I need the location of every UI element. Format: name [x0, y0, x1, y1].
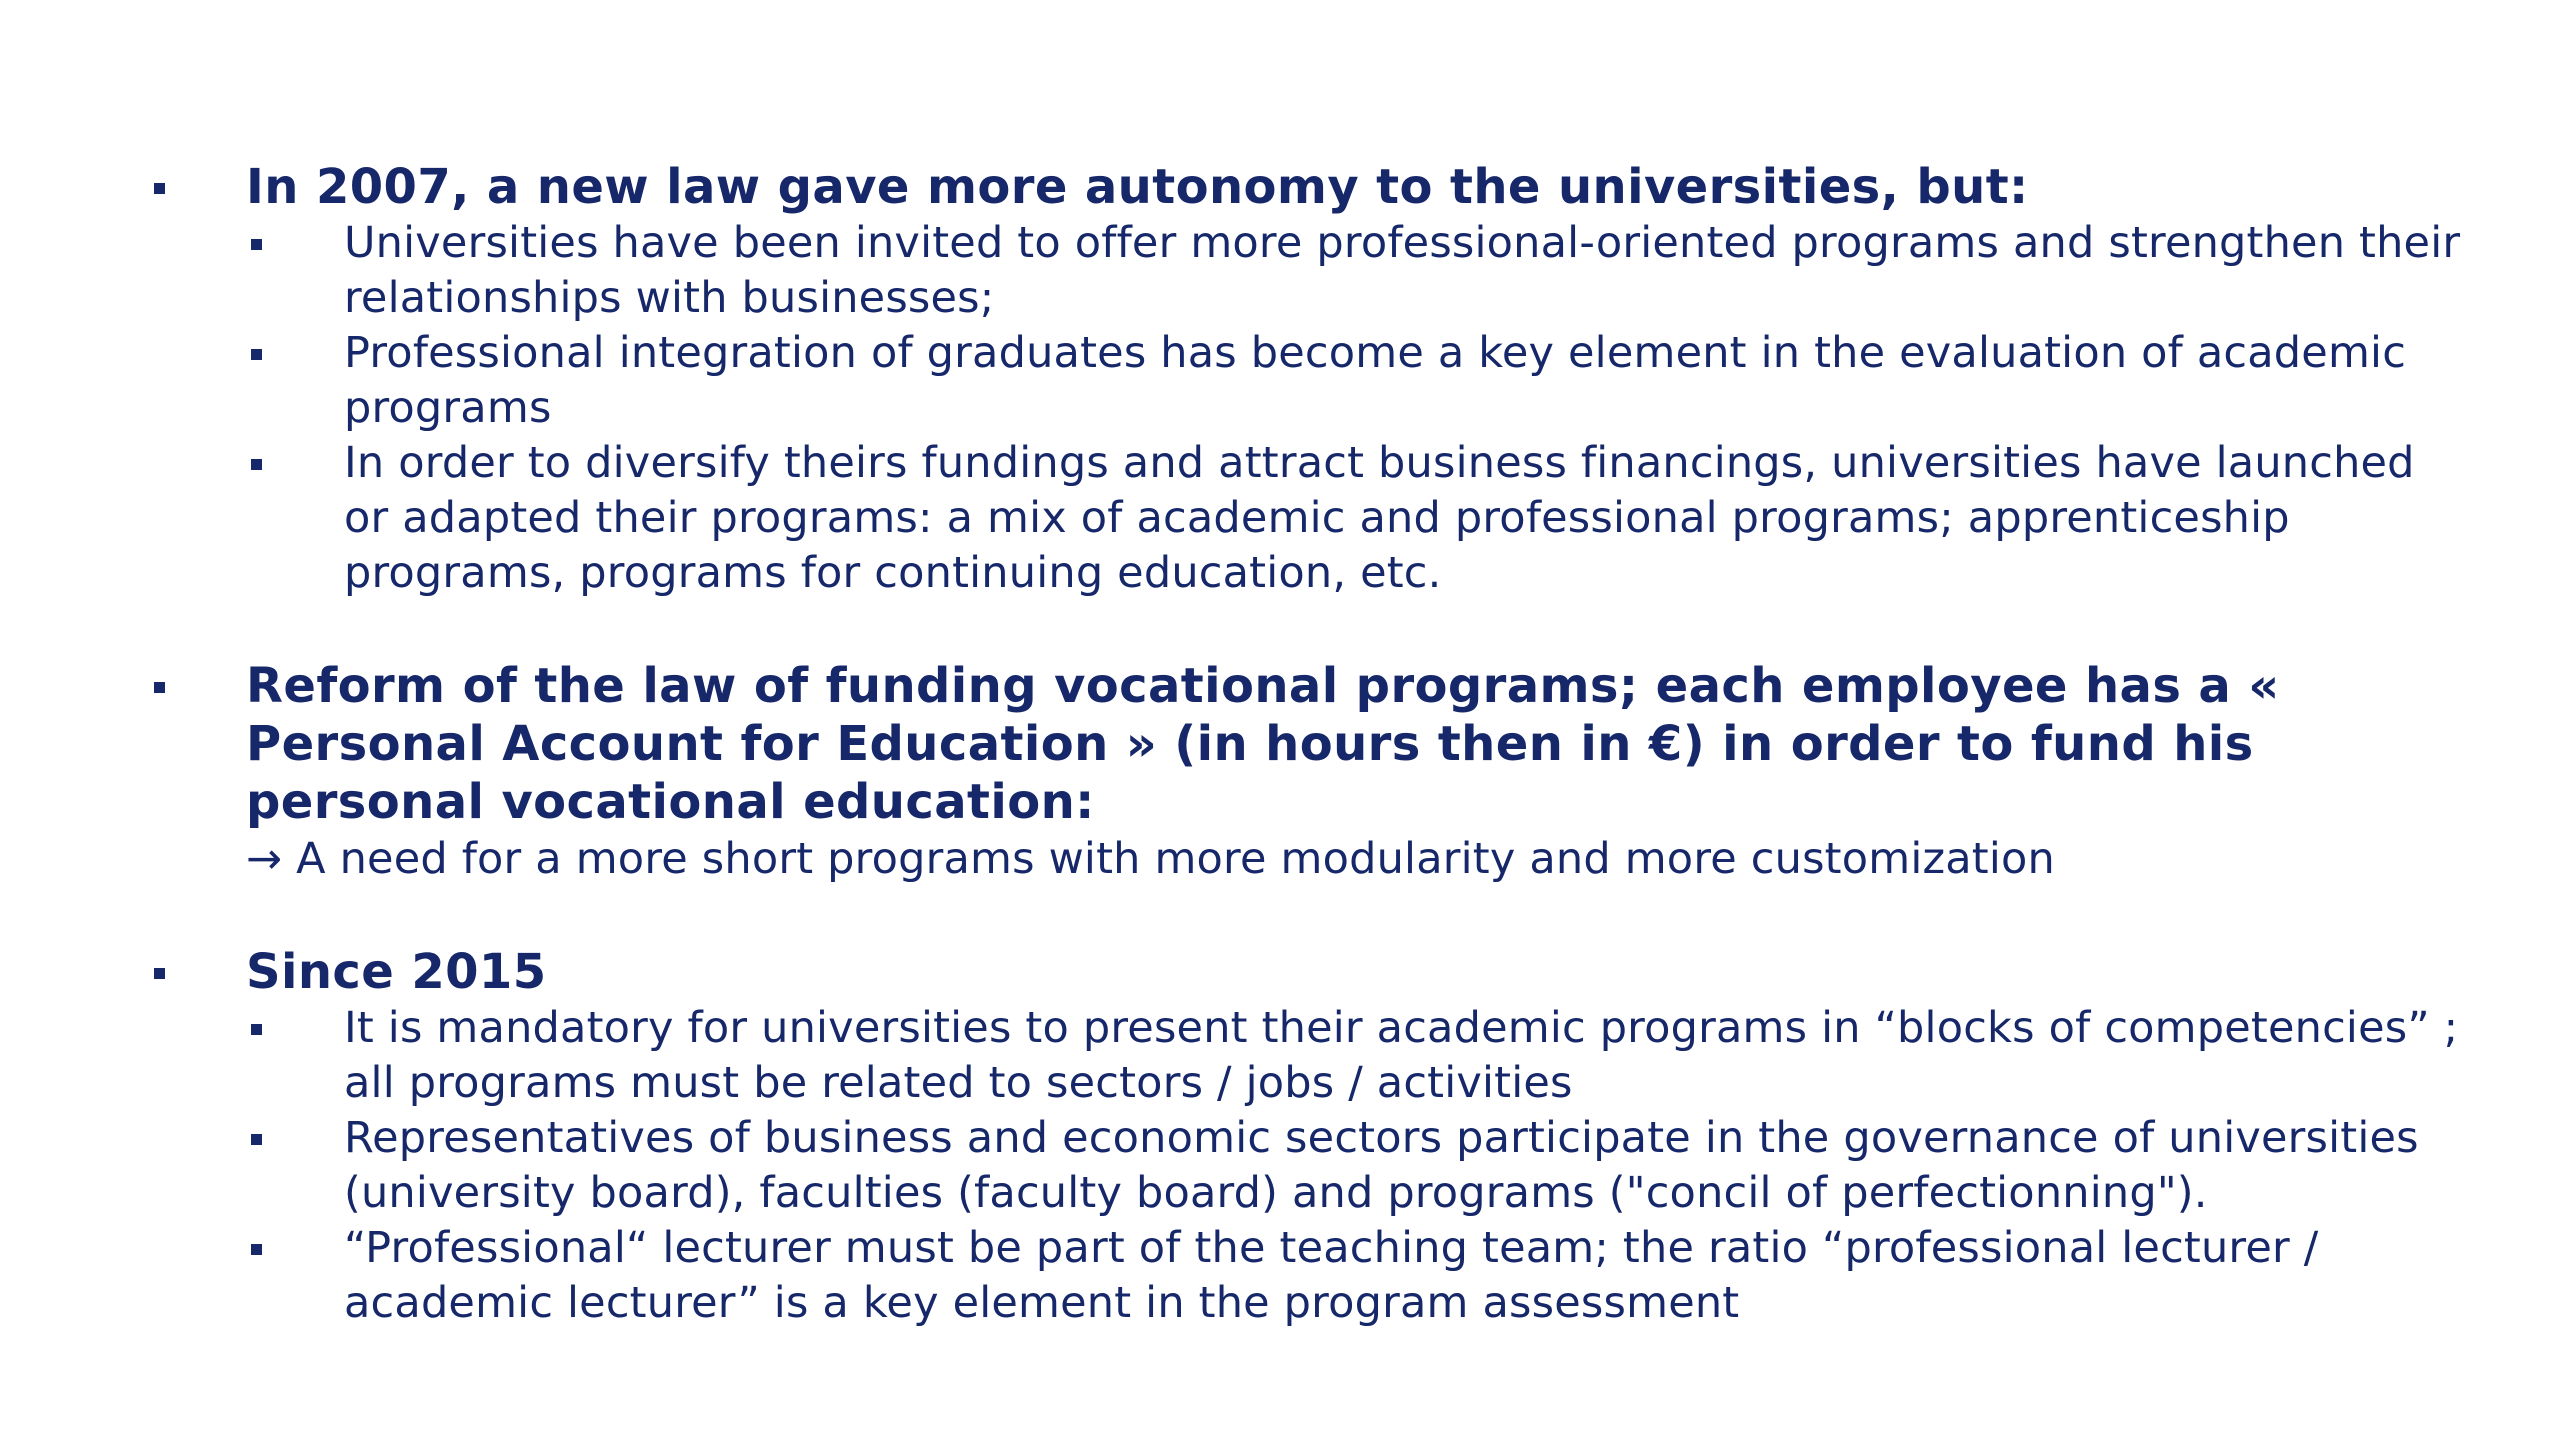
- list-item-text: Professional integration of graduates has become a key element in the evaluation of academic programs: [344, 328, 2407, 433]
- section-funding-reform: [148, 657, 2468, 887]
- list-item-text: Universities have been invited to offer more professional-oriented programs and strengthen their relationships with businesses;: [344, 218, 2461, 323]
- heading-text: Reform of the law of funding vocational programs; each employee has a « Personal Account for Education » (in hours then in €) in order to fund his personal vocational education:: [246, 658, 2280, 830]
- square-bullet-icon: [251, 349, 262, 360]
- heading-text: Since 2015: [246, 944, 547, 1000]
- square-bullet-icon: [251, 239, 262, 250]
- list-item-text: It is mandatory for universities to present their academic programs in “blocks of competencies” ; all programs must be related to sectors / jobs / activities: [344, 1003, 2459, 1108]
- section-2007-law: [148, 158, 2468, 601]
- list-item: [148, 1221, 2468, 1331]
- square-bullet-icon: [251, 1244, 262, 1255]
- list-item: [148, 436, 2468, 601]
- list-item: [148, 216, 2468, 326]
- square-bullet-icon: [251, 1134, 262, 1145]
- square-bullet-icon: [251, 1024, 262, 1035]
- square-bullet-icon: [251, 459, 262, 470]
- consequence-note: → A need for a more short programs with more modularity and more customization: [246, 834, 2055, 884]
- section-heading: [148, 158, 2468, 216]
- square-bullet-icon: [154, 968, 165, 979]
- section-heading: [148, 943, 2468, 1001]
- section-since-2015: [148, 943, 2468, 1331]
- section-heading: [148, 657, 2468, 831]
- slide-content: [148, 158, 2468, 1387]
- square-bullet-icon: [154, 183, 165, 194]
- list-item: [148, 326, 2468, 436]
- list-item: [148, 1111, 2468, 1221]
- list-item: [148, 1001, 2468, 1111]
- heading-text: In 2007, a new law gave more autonomy to the universities, but:: [246, 159, 2029, 215]
- list-item-text: In order to diversify theirs fundings and attract business financings, universities have launched or adapted their programs: a mix of academic and professional programs; apprenticeship programs, programs for continuing education, etc.: [344, 438, 2415, 598]
- square-bullet-icon: [154, 682, 165, 693]
- list-item-text: Representatives of business and economic sectors participate in the governance of universities (university board), faculties (faculty board) and programs ("concil of perfectionning").: [344, 1113, 2419, 1218]
- list-item-text: “Professional“ lecturer must be part of the teaching team; the ratio “professional lecturer / academic lecturer” is a key element in the program assessment: [344, 1223, 2319, 1328]
